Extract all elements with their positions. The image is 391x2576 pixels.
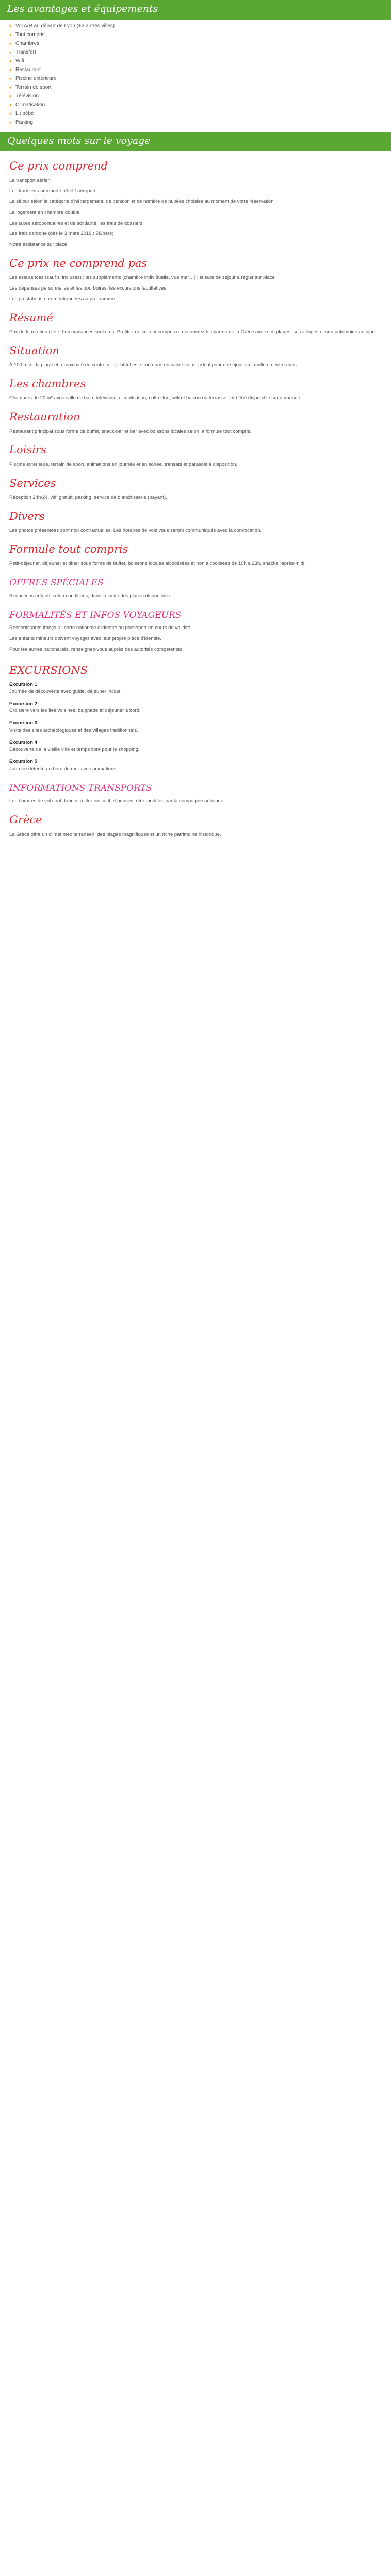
advantage-item: • Tout compris <box>9 30 391 39</box>
section-paragraph: Le séjour selon la catégorie d'hébergement, de pension et de nombre de nuitées choisies au moment de votre réservation <box>9 199 274 205</box>
itinerary-day-heading: Excursion 5 <box>9 759 37 765</box>
itinerary-day <box>9 720 382 734</box>
itinerary-day-text: Visite des sites archéologiques et des villages traditionnels. <box>9 727 138 733</box>
offers-title: OFFRES SPÉCIALES <box>9 578 104 588</box>
itinerary-days <box>9 681 382 773</box>
section-paragraph: Piscine extérieure, terrain de sport, animations en journée et en soirée, transats et parasols à disposition. <box>9 461 237 467</box>
advantage-item: • Vol A/R au départ de Lyon (+2 autres villes) <box>9 22 391 30</box>
section-title: Formule tout compris <box>9 543 128 556</box>
section-paragraph: Les photos présentées sont non contractuelles. Les horaires de vols vous seront communiqués avec la convocation. <box>9 528 262 534</box>
section-paragraph: Notre assistance sur place <box>9 242 67 248</box>
section-title: Divers <box>9 510 45 522</box>
advantage-item: • Lit bébé <box>9 109 391 118</box>
advantage-item: • Parking <box>9 118 391 127</box>
offers-text: Réductions enfants selon conditions, dans la limite des places disponibles. <box>9 592 171 599</box>
section-title: Situation <box>9 344 59 357</box>
destination-body <box>9 831 382 838</box>
itinerary-day-text: Croisière vers les îles voisines, baignade et déjeuner à bord. <box>9 708 141 714</box>
itinerary-day-text: Journée de découverte avec guide, déjeuner inclus. <box>9 688 122 694</box>
itinerary-day-heading: Excursion 2 <box>9 701 37 707</box>
itinerary-day-text: Découverte de la vieille ville et temps libre pour le shopping. <box>9 747 140 753</box>
advantage-item: • Chambres <box>9 39 391 48</box>
section-paragraph: À 100 m de la plage et à proximité du centre-ville, l'hôtel est situé dans un cadre calme, idéal pour un séjour en famille ou entre amis. <box>9 362 298 368</box>
section-paragraph: Chambres de 20 m² avec salle de bain, télévision, climatisation, coffre-fort, wifi et balcon ou terrasse. Lit bébé disponible sur demande. <box>9 395 302 401</box>
advantages-banner: Les avantages et équipements <box>0 0 391 20</box>
section-paragraph: Les frais carbone (dès le 3 mars 2019 : 5€/pers) <box>9 231 114 237</box>
formalities-body <box>9 624 382 653</box>
section-paragraph: Les prestations non mentionnées au programme <box>9 296 115 302</box>
section-paragraph: Petit-déjeuner, déjeuner et dîner sous forme de buffet, boissons locales alcoolisées et non alcoolisées de 10h à 23h, snacks l'après-midi. <box>9 561 306 567</box>
itinerary-day <box>9 701 382 715</box>
formalities-paragraph: Ressortissants français : carte nationale d'identité ou passeport en cours de validité. <box>9 625 192 631</box>
itinerary-day <box>9 681 382 696</box>
itinerary-day <box>9 758 382 773</box>
section-paragraph: Prix de la rotation d'été, hors vacances scolaires. Profitez de ce tout compris et découvrez le charme de la Grèce avec ses plages, ses villages et son patrimoine antique. <box>9 329 377 335</box>
itinerary-day <box>9 739 382 754</box>
section-paragraph: Réception 24h/24, wifi gratuit, parking, service de blanchisserie (payant). <box>9 495 167 501</box>
section-title: Résumé <box>9 311 53 324</box>
advantage-item: • Restaurant <box>9 65 391 74</box>
advantage-item: • Piscine extérieure <box>9 74 391 83</box>
advantage-item: • Climatisation <box>9 100 391 109</box>
section-paragraph: Les dépenses personnelles et les pourboires, les excursions facultatives <box>9 285 167 292</box>
practical-title: INFORMATIONS TRANSPORTS <box>9 783 152 793</box>
section-paragraph: Restaurant principal sous forme de buffet, snack-bar et bar avec boissons locales selon la formule tout compris. <box>9 428 252 434</box>
section-paragraph: Les assurances (sauf si incluses) ; les suppléments (chambre individuelle, vue mer…) ; la taxe de séjour à régler sur place <box>9 275 275 281</box>
section-paragraph: Les taxes aéroportuaires et de solidarité, les frais de dossiers <box>9 220 143 226</box>
page <box>0 0 391 852</box>
section-paragraph: Le logement en chambre double <box>9 209 80 215</box>
section-title: Ce prix comprend <box>9 160 108 173</box>
formalities-paragraph: Les enfants mineurs doivent voyager avec leur propre pièce d'identité. <box>9 636 161 642</box>
itinerary-day-heading: Excursion 4 <box>9 739 37 745</box>
practical-body <box>9 798 382 805</box>
destination-title: Grèce <box>9 814 42 826</box>
itinerary-day-heading: Excursion 3 <box>9 720 37 726</box>
advantage-item: • Wifi <box>9 57 391 65</box>
formalities-paragraph: Pour les autres nationalités, renseignez-vous auprès des autorités compétentes. <box>9 646 184 652</box>
itinerary-title: EXCURSIONS <box>9 664 88 676</box>
section-title: Restauration <box>9 411 80 423</box>
itinerary-day-text: Journée détente en bord de mer avec animations. <box>9 766 118 772</box>
formalities-title: FORMALITÉS ET INFOS VOYAGEURS <box>9 609 182 620</box>
advantage-item: • Terrain de sport <box>9 83 391 92</box>
advantage-item: • Transfert <box>9 48 391 57</box>
advantages-list <box>0 22 391 127</box>
section-title: Services <box>9 477 56 489</box>
section-title: Loisirs <box>9 444 46 456</box>
destination-paragraph: La Grèce offre un climat méditerranéen, des plages magnifiques et un riche patrimoine historique. <box>9 831 221 837</box>
info-sections <box>0 158 391 567</box>
practical-paragraph: Les horaires de vol sont donnés à titre indicatif et peuvent être modifiés par la compagnie aérienne. <box>9 798 225 804</box>
advantage-item: • Télévision <box>9 92 391 100</box>
section-paragraph: Les transferts aéroport / hôtel / aéroport <box>9 188 96 194</box>
section-title: Ce prix ne comprend pas <box>9 257 148 269</box>
itinerary-day-heading: Excursion 1 <box>9 682 37 688</box>
info-banner: Quelques mots sur le voyage <box>0 132 391 151</box>
section-paragraph: Le transport aérien <box>9 177 51 183</box>
section-title: Les chambres <box>9 378 86 391</box>
